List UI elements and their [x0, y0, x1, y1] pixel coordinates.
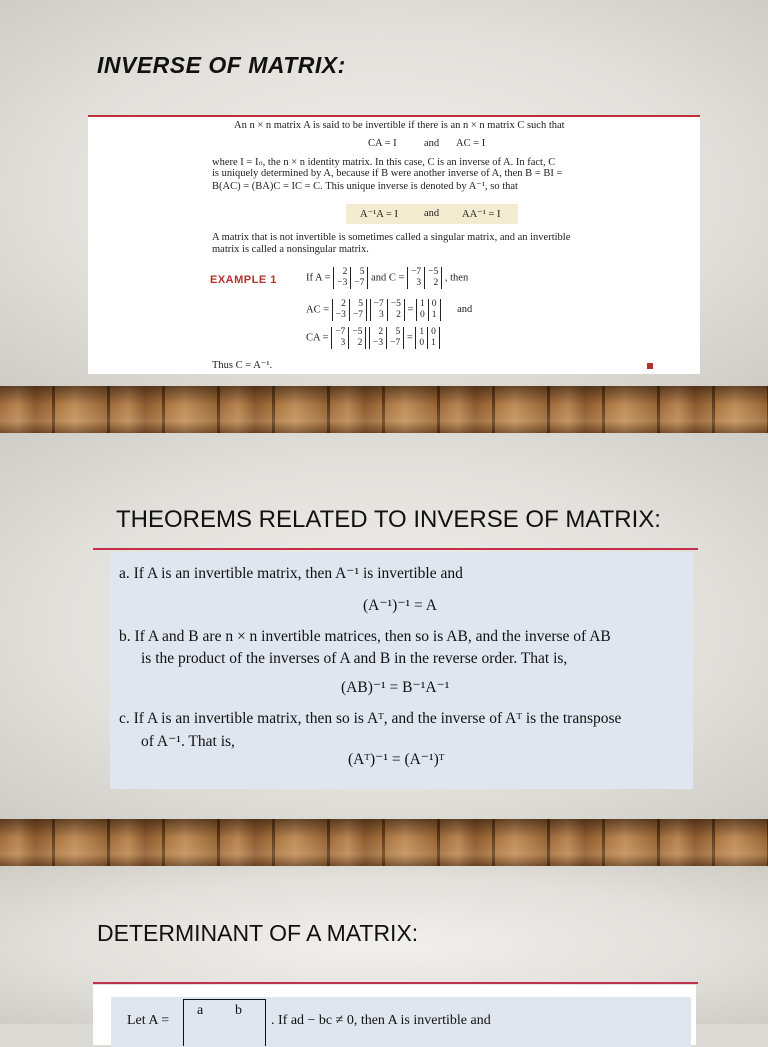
definition-image	[88, 115, 700, 374]
determinant-bracket-right	[261, 999, 266, 1046]
definition-line: An n × n matrix A is said to be invertible if there is an n × n matrix C such that	[234, 120, 565, 131]
ac-product	[306, 299, 472, 321]
theorem-c-equation: (Aᵀ)⁻¹ = (A⁻¹)ᵀ	[348, 751, 445, 768]
ca-matrix-c-col2: −5 2	[349, 327, 366, 349]
ex-if: If A =	[306, 272, 331, 284]
slide-2-title: THEOREMS RELATED TO INVERSE OF MATRIX:	[116, 506, 661, 533]
theorem-c-text-2: of A⁻¹. That is,	[141, 733, 235, 750]
boxed-left: A⁻¹A = I	[360, 209, 398, 220]
ac-equals: =	[407, 304, 414, 316]
para-line-1: where I = Iₙ, the n × n identity matrix. In this case, C is an inverse of A. In fact, C	[212, 157, 556, 168]
slide-3-title-underline	[93, 982, 698, 984]
slide-1	[0, 0, 768, 386]
ca-identity-col2: 0 1	[428, 327, 440, 349]
para-line-3: B(AC) = (BA)C = IC = C. This unique inverse is denoted by A⁻¹, so that	[212, 181, 518, 192]
ca-product	[306, 327, 440, 349]
singular-line-2: matrix is called a nonsingular matrix.	[212, 244, 369, 255]
theorem-a-equation: (A⁻¹)⁻¹ = A	[363, 597, 438, 614]
ac-matrix-c-col2: −5 2	[388, 299, 405, 321]
wood-floor-divider-2	[0, 819, 768, 866]
end-of-example-square	[647, 363, 653, 369]
slide-2-title-underline	[93, 548, 698, 550]
determinant-entry-b: b	[235, 1003, 242, 1018]
matrix-a: 2 −3	[333, 267, 351, 289]
wood-floor-divider-1	[0, 386, 768, 433]
eq-ac: AC = I	[456, 138, 486, 149]
ca-matrix-a: 2 −3	[369, 327, 387, 349]
ca-matrix-c: −7 3	[331, 327, 349, 349]
determinant-image	[93, 985, 696, 1045]
matrix-c-col2: −5 2	[425, 267, 442, 289]
boxed-equation	[346, 204, 518, 224]
ca-identity: 1 0	[415, 327, 428, 349]
para-line-2: is uniquely determined by A, because if B were another inverse of A, then B = BI =	[212, 168, 563, 179]
slide-3-title: DETERMINANT OF A MATRIX:	[97, 920, 419, 946]
example-statement	[306, 267, 468, 289]
theorem-c-text-1: c. If A is an invertible matrix, then so is Aᵀ, and the inverse of Aᵀ is the transpose	[119, 710, 622, 727]
singular-line-1: A matrix that is not invertible is sometimes called a singular matrix, and an invertible	[212, 232, 571, 243]
example-label: EXAMPLE 1	[210, 274, 277, 286]
ac-identity: 1 0	[416, 299, 429, 321]
ex-andc: and C =	[371, 272, 405, 284]
ex-then: , then	[444, 272, 469, 284]
determinant-panel	[111, 997, 691, 1047]
ac-label: AC =	[306, 304, 330, 316]
boxed-and: and	[424, 208, 440, 219]
ac-matrix-a: 2 −3	[332, 299, 350, 321]
slide-1-title: INVERSE OF MATRIX:	[97, 52, 346, 78]
eq-and: and	[424, 138, 440, 149]
matrix-c: −7 3	[407, 267, 425, 289]
determinant-condition: . If ad − bc ≠ 0, then A is invertible and	[271, 1013, 491, 1028]
eq-ca: CA = I	[368, 138, 397, 149]
theorem-b-equation: (AB)⁻¹ = B⁻¹A⁻¹	[341, 679, 450, 696]
theorem-b-text-1: b. If A and B are n × n invertible matrices, then so is AB, and the inverse of AB	[119, 628, 611, 645]
determinant-entry-a: a	[197, 1003, 204, 1018]
theorem-a-text: a. If A is an invertible matrix, then A⁻¹ is invertible and	[119, 565, 463, 582]
ac-matrix-c: −7 3	[370, 299, 388, 321]
theorems-image	[110, 552, 693, 789]
determinant-let: Let A =	[127, 1013, 170, 1028]
ac-matrix-a-col2: 5 −7	[350, 299, 367, 321]
ac-and: and	[457, 304, 473, 316]
boxed-right: AA⁻¹ = I	[462, 209, 501, 220]
ca-matrix-a-col2: 5 −7	[387, 327, 404, 349]
ac-identity-col2: 0 1	[429, 299, 441, 321]
theorem-b-text-2: is the product of the inverses of A and B in the reverse order. That is,	[141, 650, 568, 667]
thus-line: Thus C = A⁻¹.	[212, 360, 273, 371]
ca-equals: =	[406, 332, 413, 344]
determinant-bracket-left	[183, 999, 264, 1046]
matrix-a-col2: 5 −7	[351, 267, 368, 289]
ca-label: CA =	[306, 332, 329, 344]
